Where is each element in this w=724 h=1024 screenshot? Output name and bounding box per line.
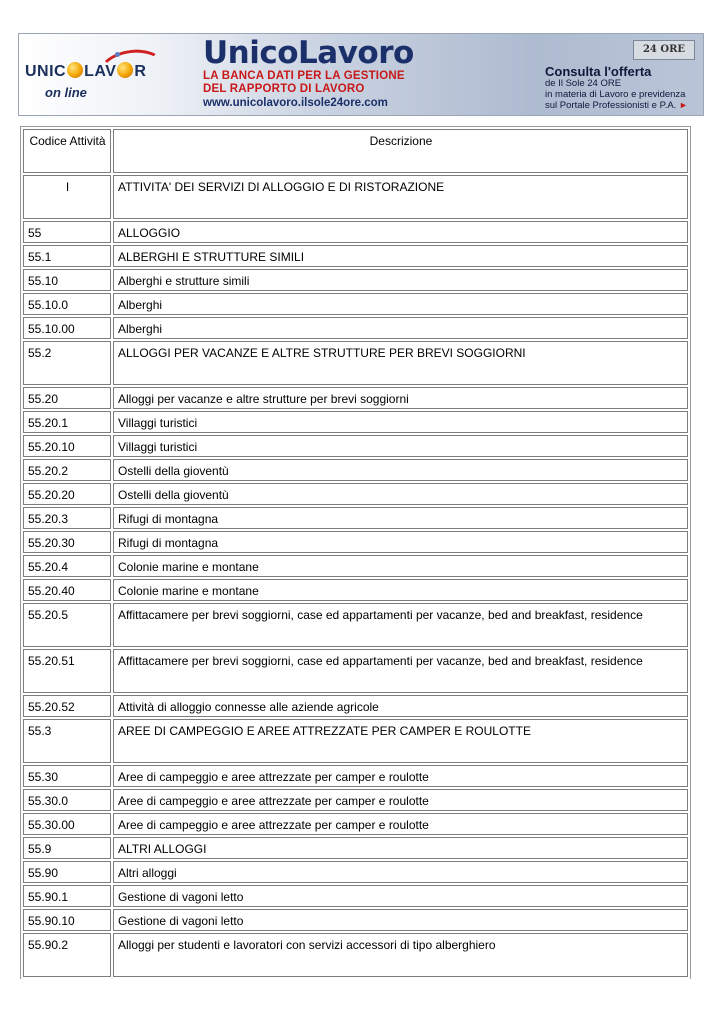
- cell-description: Rifugi di montagna: [113, 507, 688, 529]
- cell-description: ATTIVITA' DEI SERVIZI DI ALLOGGIO E DI RISTORAZIONE: [113, 175, 688, 219]
- cell-code: 55.90.10: [23, 909, 111, 931]
- table-row: [23, 765, 688, 787]
- cell-description: Aree di campeggio e aree attrezzate per camper e roulotte: [113, 765, 688, 787]
- cell-code: 55.10.0: [23, 293, 111, 315]
- cell-description: Affittacamere per brevi soggiorni, case ed appartamenti per vacanze, bed and breakfast, residence: [113, 649, 688, 693]
- table-row: [23, 579, 688, 601]
- cell-description: Villaggi turistici: [113, 435, 688, 457]
- cell-code: 55.30.00: [23, 813, 111, 835]
- table-row: [23, 411, 688, 433]
- cell-description: Colonie marine e montane: [113, 579, 688, 601]
- table-row: [23, 719, 688, 763]
- table-row: [23, 837, 688, 859]
- logo-o-icon: [117, 62, 133, 78]
- cell-description: Villaggi turistici: [113, 411, 688, 433]
- cell-code: 55.9: [23, 837, 111, 859]
- cell-code: 55.20.5: [23, 603, 111, 647]
- cell-description: Alberghi e strutture simili: [113, 269, 688, 291]
- table-header-row: [23, 129, 688, 173]
- table-row: [23, 269, 688, 291]
- table-row: [23, 341, 688, 385]
- cell-code: 55.10.00: [23, 317, 111, 339]
- cell-description: ALBERGHI E STRUTTURE SIMILI: [113, 245, 688, 267]
- header-description: Descrizione: [113, 129, 688, 173]
- cell-description: Colonie marine e montane: [113, 555, 688, 577]
- unicolavoro-banner[interactable]: [18, 33, 704, 116]
- table-row: [23, 861, 688, 883]
- table-row: [23, 317, 688, 339]
- table-row: [23, 695, 688, 717]
- cell-description: Alberghi: [113, 293, 688, 315]
- header-code: Codice Attività: [23, 129, 111, 173]
- cell-code: 55.90: [23, 861, 111, 883]
- brand-block: [203, 36, 543, 110]
- cell-description: Altri alloggi: [113, 861, 688, 883]
- cell-description: AREE DI CAMPEGGIO E AREE ATTREZZATE PER CAMPER E ROULOTTE: [113, 719, 688, 763]
- cell-description: Attività di alloggio connesse alle aziende agricole: [113, 695, 688, 717]
- cell-description: Gestione di vagoni letto: [113, 909, 688, 931]
- table-row: [23, 813, 688, 835]
- table-row: [23, 649, 688, 693]
- cell-code: 55.20.40: [23, 579, 111, 601]
- cell-code: 55.20.3: [23, 507, 111, 529]
- cell-code: 55.10: [23, 269, 111, 291]
- cell-code: 55.20.4: [23, 555, 111, 577]
- table-row: [23, 221, 688, 243]
- table-row: [23, 933, 688, 977]
- cell-description: Alberghi: [113, 317, 688, 339]
- table-row: [23, 483, 688, 505]
- brand-url-link[interactable]: www.unicolavoro.ilsole24ore.com: [203, 97, 388, 109]
- table-row: [23, 531, 688, 553]
- table-row: [23, 245, 688, 267]
- sole24ore-logo: 24 ORE: [633, 40, 695, 60]
- cell-description: Aree di campeggio e aree attrezzate per camper e roulotte: [113, 789, 688, 811]
- cell-description: Affittacamere per brevi soggiorni, case ed appartamenti per vacanze, bed and breakfast, residence: [113, 603, 688, 647]
- promo-line-1: de Il Sole 24 ORE: [545, 78, 622, 89]
- promo-line-2: in materia di Lavoro e previdenza: [545, 88, 686, 100]
- table-row: [23, 459, 688, 481]
- table-row: [23, 885, 688, 907]
- promo-block[interactable]: [545, 64, 704, 112]
- cell-description: ALLOGGI PER VACANZE E ALTRE STRUTTURE PER BREVI SOGGIORNI: [113, 341, 688, 385]
- cell-code: 55.90.1: [23, 885, 111, 907]
- cell-code: 55.3: [23, 719, 111, 763]
- logo-subtitle: on line: [45, 85, 87, 100]
- brand-tagline-1: LA BANCA DATI PER LA GESTIONE: [203, 70, 405, 82]
- activity-codes-table: [20, 126, 691, 979]
- table-row: [23, 435, 688, 457]
- cell-description: ALTRI ALLOGGI: [113, 837, 688, 859]
- arrow-right-icon: ►: [678, 100, 688, 110]
- cell-code: 55.90.2: [23, 933, 111, 977]
- cell-code: 55.20.10: [23, 435, 111, 457]
- cell-description: Ostelli della gioventù: [113, 459, 688, 481]
- cell-code: 55.30: [23, 765, 111, 787]
- cell-code: 55.20.30: [23, 531, 111, 553]
- table-row: [23, 175, 688, 219]
- cell-description: Alloggi per vacanze e altre strutture per brevi soggiorni: [113, 387, 688, 409]
- cell-code: 55.2: [23, 341, 111, 385]
- table-row: [23, 387, 688, 409]
- cell-code: 55.30.0: [23, 789, 111, 811]
- cell-code: 55.20.1: [23, 411, 111, 433]
- brand-tagline-2: DEL RAPPORTO DI LAVORO: [203, 83, 365, 95]
- table-row: [23, 555, 688, 577]
- cell-description: Aree di campeggio e aree attrezzate per camper e roulotte: [113, 813, 688, 835]
- promo-line-3: sul Portale Professionisti e P.A. ►: [545, 100, 688, 111]
- cell-code: I: [23, 175, 111, 219]
- cell-description: ALLOGGIO: [113, 221, 688, 243]
- cell-description: Rifugi di montagna: [113, 531, 688, 553]
- table-row: [23, 909, 688, 931]
- cell-code: 55.20.20: [23, 483, 111, 505]
- table-row: [23, 789, 688, 811]
- table-row: [23, 293, 688, 315]
- cell-description: Gestione di vagoni letto: [113, 885, 688, 907]
- cell-code: 55.20.51: [23, 649, 111, 693]
- activity-codes-table-wrap: [20, 126, 691, 979]
- logo-dot-icon: [115, 52, 120, 57]
- promo-title: Consulta l'offerta: [545, 64, 652, 79]
- table-body: [23, 175, 688, 977]
- cell-code: 55.1: [23, 245, 111, 267]
- logo-o-icon: [67, 62, 83, 78]
- cell-code: 55.20: [23, 387, 111, 409]
- table-row: [23, 603, 688, 647]
- cell-description: Ostelli della gioventù: [113, 483, 688, 505]
- table-row: [23, 507, 688, 529]
- cell-code: 55: [23, 221, 111, 243]
- unicolavoro-logo: [23, 44, 203, 112]
- cell-code: 55.20.52: [23, 695, 111, 717]
- cell-code: 55.20.2: [23, 459, 111, 481]
- brand-title: UnicoLavoro: [203, 35, 414, 71]
- cell-description: Alloggi per studenti e lavoratori con servizi accessori di tipo alberghiero: [113, 933, 688, 977]
- logo-wordmark: UNIC LAV R: [25, 63, 147, 80]
